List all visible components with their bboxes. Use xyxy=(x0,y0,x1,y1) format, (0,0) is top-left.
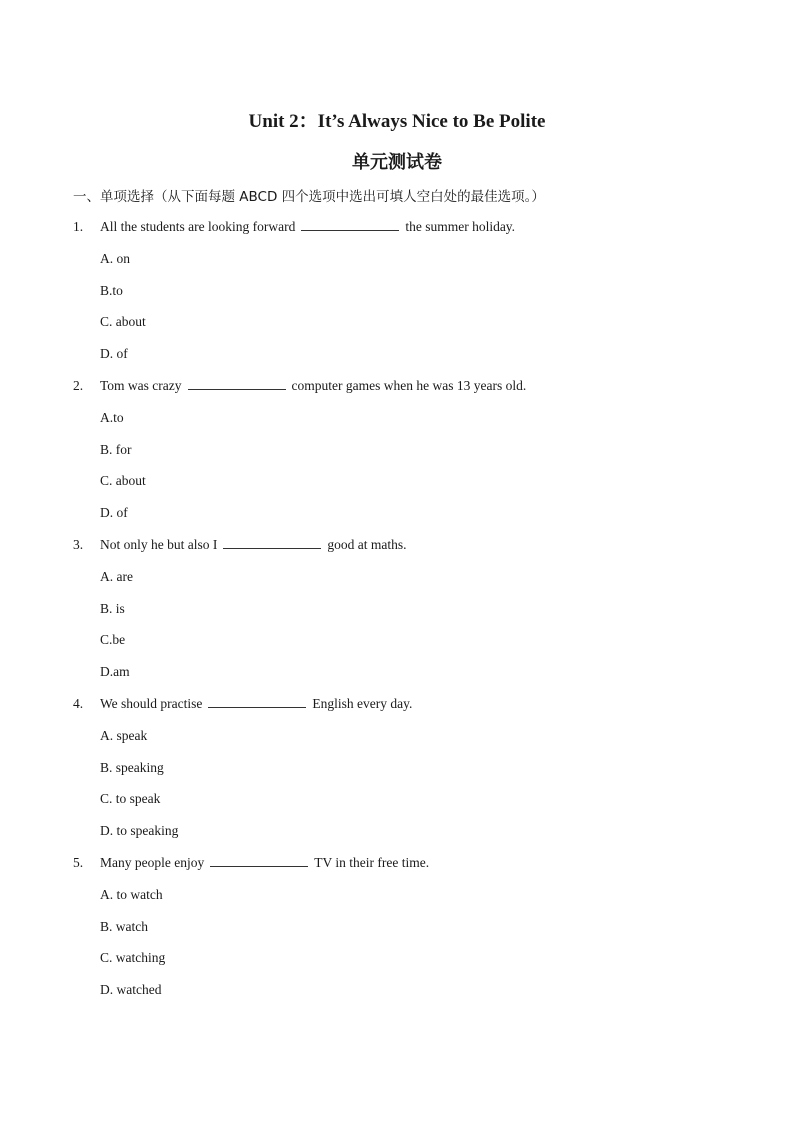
option-b: B. is xyxy=(100,601,125,616)
page-title: Unit 2：It’s Always Nice to Be Polite xyxy=(248,111,546,132)
option-a: A. speak xyxy=(100,728,148,743)
question-text: Not only he but also I good at maths. xyxy=(100,537,407,552)
option-c: C.be xyxy=(100,632,126,647)
option-d: D. watched xyxy=(100,982,162,997)
answer-blank xyxy=(223,537,321,549)
question-number: 1. xyxy=(73,219,84,234)
option-a: A.to xyxy=(100,410,124,425)
answer-blank xyxy=(210,855,308,867)
question-text: Tom was crazy computer games when he was 13 years old. xyxy=(100,378,527,393)
option-a: A. to watch xyxy=(100,887,163,902)
section-heading: 一、单项选择（从下面每题 ABCD 四个选项中选出可填人空白处的最佳选项。） xyxy=(73,189,545,205)
option-c: C. to speak xyxy=(100,791,161,806)
question-number: 2. xyxy=(73,378,84,393)
option-a: A. are xyxy=(100,569,133,584)
option-a: A. on xyxy=(100,251,130,266)
option-d: D.am xyxy=(100,664,130,679)
option-c: C. about xyxy=(100,473,146,488)
option-d: D. to speaking xyxy=(100,823,179,838)
option-b: B. for xyxy=(100,442,132,457)
question-number: 4. xyxy=(73,696,84,711)
question-number: 3. xyxy=(73,537,84,552)
option-b: B.to xyxy=(100,283,123,298)
option-b: B. speaking xyxy=(100,760,164,775)
answer-blank xyxy=(188,378,286,390)
question-text: All the students are looking forward the summer holiday. xyxy=(100,219,516,234)
option-c: C. watching xyxy=(100,950,166,965)
option-d: D. of xyxy=(100,346,128,361)
option-c: C. about xyxy=(100,314,146,329)
answer-blank xyxy=(301,219,399,231)
option-d: D. of xyxy=(100,505,128,520)
answer-blank xyxy=(208,696,306,708)
question-text: We should practise English every day. xyxy=(100,696,413,711)
question-number: 5. xyxy=(73,855,84,870)
option-b: B. watch xyxy=(100,919,148,934)
question-text: Many people enjoy TV in their free time. xyxy=(100,855,430,870)
page-subtitle: 单元测试卷 xyxy=(352,152,442,173)
